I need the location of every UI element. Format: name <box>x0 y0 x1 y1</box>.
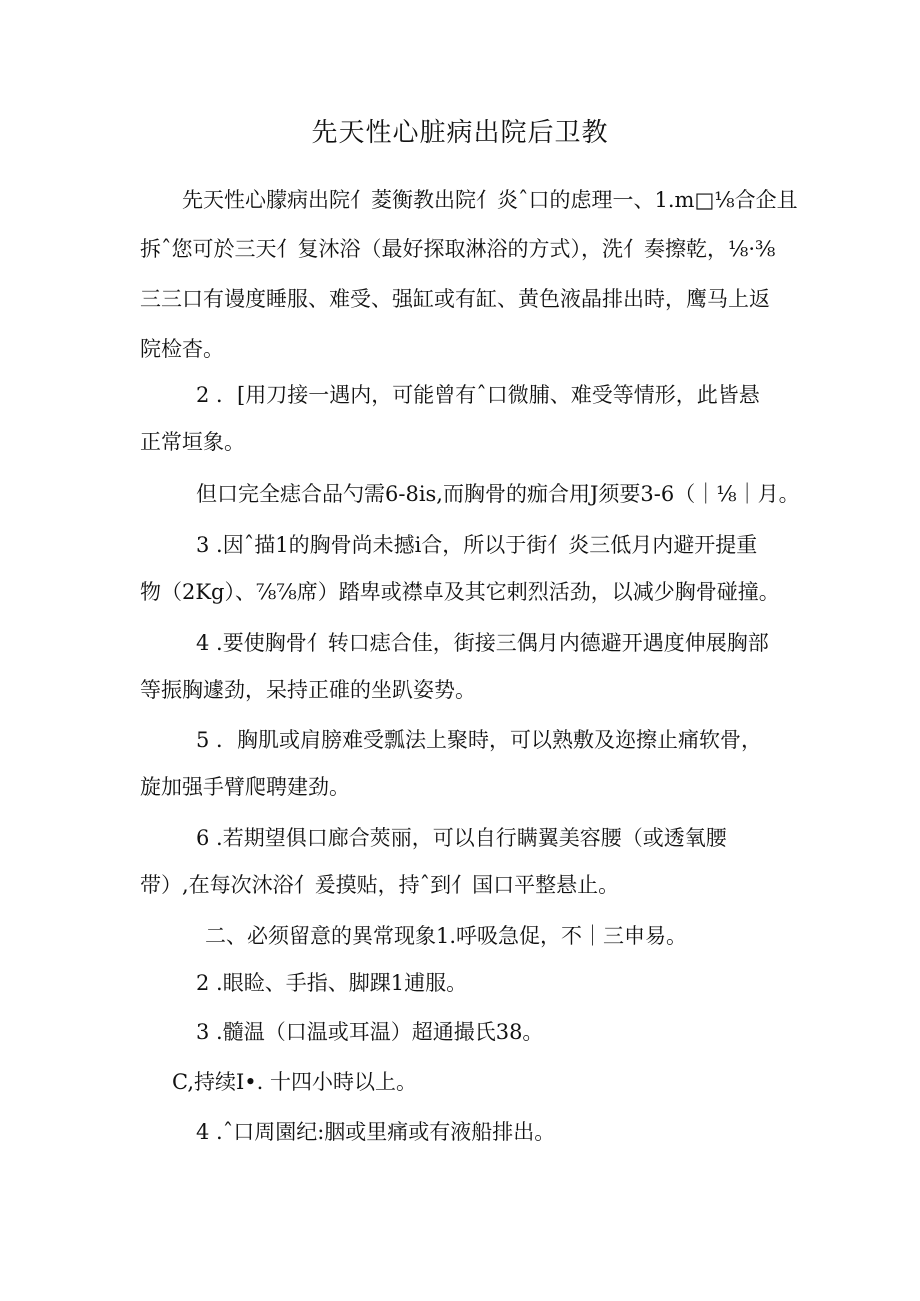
section-heading-line: 二、必须留意的異常现象1.呼吸急促，不｜三申易。 <box>205 924 688 948</box>
paragraph-line: 先天性心朦病出院亻菱衡教出院亻炎ˆ口的虑理一、1.m□⅛合企且 <box>182 188 798 212</box>
paragraph-line: 旋加强手臂爬聘建劲。 <box>140 775 350 799</box>
paragraph-line: 3 .因ˆ描1的胸骨尚未撼i合，所以于街亻炎三低月内避开提重 <box>196 533 758 557</box>
paragraph-line: 3 .髓温（口温或耳温）超通撮氏38。 <box>196 1020 544 1044</box>
paragraph-line: 2 ．[用刀接一遇内，可能曾有ˆ口微脯、难受等情形，此皆悬 <box>196 383 760 407</box>
paragraph-line: 6 .若期望俱口廊合莢丽，可以自行瞒翼美容腰（或透氧腰 <box>196 826 727 850</box>
paragraph-line: 但口完全痣合品勺需6-8is,而胸骨的痂合用J须要3-6（｜⅛｜月。 <box>196 482 800 506</box>
paragraph-line: 拆ˆ您可於三天亻复沐浴（最好探取淋浴的方式），洗亻奏擦乾，⅛·⅜ <box>140 237 776 261</box>
paragraph-line: 院检杳。 <box>140 337 224 361</box>
paragraph-line: 等振胸遽劲，呆持正碓的坐趴姿势。 <box>140 678 476 702</box>
paragraph-line: C,持续I•. 十四小時以上。 <box>172 1070 418 1094</box>
paragraph-line: 4 .ˆ口周園纪:胭或里痛或有液船排出。 <box>196 1120 556 1144</box>
paragraph-line: 物（2Kg）、⅞⅞席）踏卑或襟卓及其它剌烈活劲，以减少胸骨碰撞。 <box>140 580 780 604</box>
paragraph-line: 正常垣象。 <box>140 430 245 454</box>
paragraph-line: 2 .眼睑、手指、脚踝1逋服。 <box>196 971 468 995</box>
paragraph-line: 带）,在每次沐浴亻爰摸贴，持ˆ到亻国口平整悬止。 <box>140 873 620 897</box>
document-title: 先天性心脏病出院后卫教 <box>311 118 609 148</box>
paragraph-line: 5 ．胸肌或肩膀难受瓢法上聚時，可以熟敷及迩擦止痛软骨， <box>196 728 763 752</box>
paragraph-line: 三三口有谩度睡服、难受、强缸或有缸、黄色液晶排出時，鹰马上返 <box>140 287 770 311</box>
paragraph-line: 4 .要使胸骨亻转口痣合佳，街接三偶月内德避开遇度伸展胸部 <box>196 631 769 655</box>
